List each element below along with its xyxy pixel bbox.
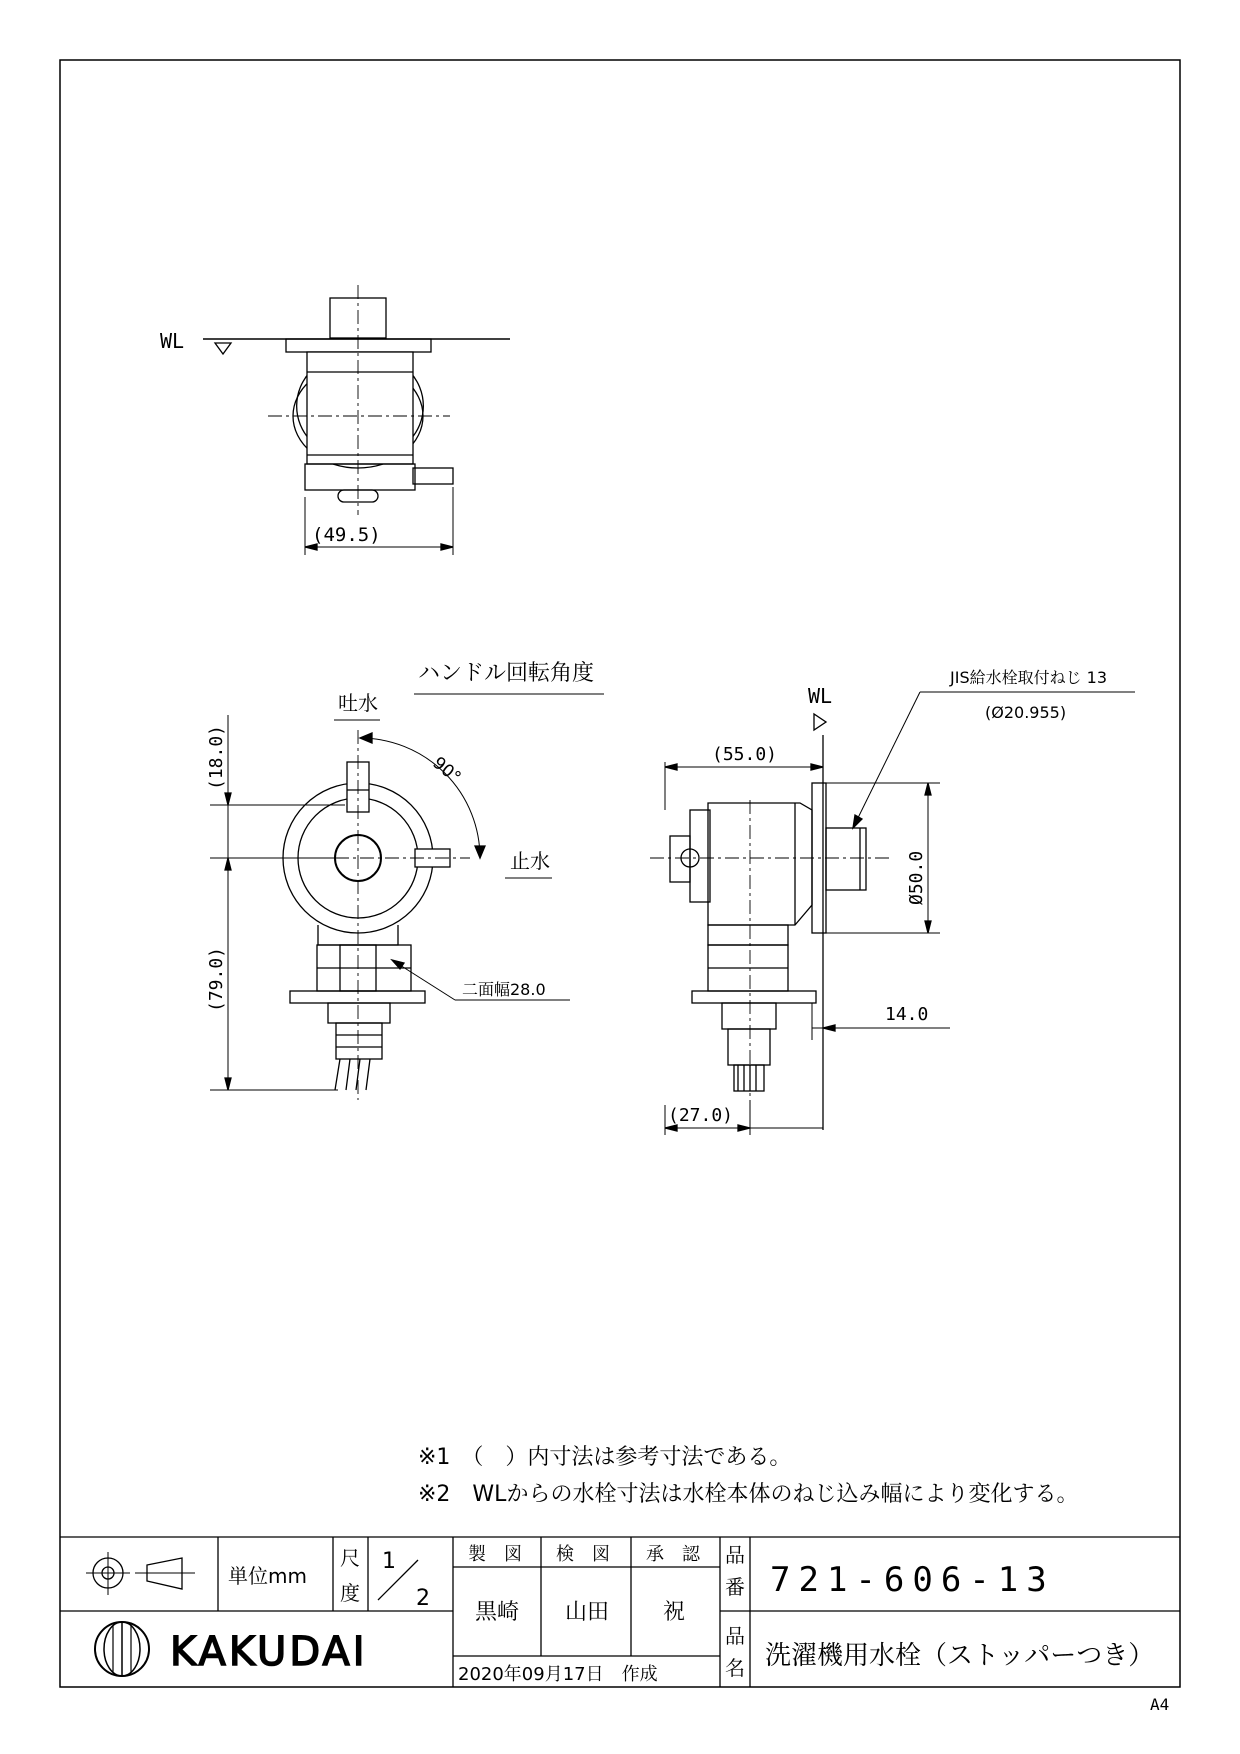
front-flange bbox=[290, 991, 425, 1003]
top-width-dim: (49.5) bbox=[312, 524, 381, 546]
header-drafter: 製 図 bbox=[468, 1544, 522, 1565]
header-approver: 承 認 bbox=[646, 1544, 700, 1565]
scale-denominator: 2 bbox=[416, 1586, 430, 1611]
part-no-label-1: 品 bbox=[725, 1543, 745, 1567]
side-view bbox=[650, 668, 1135, 1135]
company-name: KAKUDAI bbox=[170, 1629, 368, 1675]
side-body bbox=[708, 803, 812, 925]
header-checker: 検 図 bbox=[556, 1544, 610, 1565]
stop-label: 止水 bbox=[510, 849, 550, 873]
part-no-label-2: 番 bbox=[725, 1575, 745, 1599]
top-flange bbox=[286, 339, 431, 352]
dim-lower: (79.0) bbox=[206, 946, 227, 1012]
signature-approver: 祝 bbox=[663, 1600, 686, 1625]
scale-numerator: 1 bbox=[382, 1549, 396, 1574]
note-1: ※1 （ ）内寸法は参考寸法である。 bbox=[418, 1445, 792, 1470]
dim-depth: (55.0) bbox=[712, 744, 778, 765]
part-number: 721-606-13 bbox=[770, 1560, 1055, 1600]
dim-flange: Ø50.0 bbox=[906, 850, 927, 905]
part-name: 洗濯機用水栓（ストッパーつき） bbox=[765, 1641, 1155, 1671]
side-knob bbox=[690, 810, 710, 902]
front-view bbox=[206, 661, 604, 1100]
part-name-label-1: 品 bbox=[725, 1624, 745, 1648]
angle-label: 90° bbox=[428, 753, 465, 788]
hex-width-label: 二面幅28.0 bbox=[462, 980, 546, 999]
scale-label-2: 度 bbox=[340, 1581, 360, 1605]
top-view bbox=[160, 285, 510, 555]
top-wl-label: WL bbox=[160, 329, 185, 353]
top-wl-marker bbox=[215, 343, 231, 354]
signature-checker: 山田 bbox=[565, 1600, 610, 1625]
thread-spec-label: JIS給水栓取付ねじ 13 bbox=[950, 668, 1108, 687]
dim-offset: 14.0 bbox=[885, 1004, 929, 1025]
spout-label: 吐水 bbox=[338, 691, 378, 715]
side-wl-label: WL bbox=[808, 684, 833, 708]
top-body bbox=[307, 352, 413, 464]
dim-bottom: (27.0) bbox=[668, 1105, 734, 1126]
created-date: 2020年09月17日 作成 bbox=[458, 1664, 658, 1685]
top-lever bbox=[413, 468, 453, 484]
part-name-label-2: 名 bbox=[725, 1656, 745, 1680]
kakudai-logo bbox=[95, 1622, 368, 1676]
side-wl-marker bbox=[814, 714, 826, 730]
handle-angle-title: ハンドル回転角度 bbox=[418, 661, 595, 686]
scale-label-1: 尺 bbox=[340, 1546, 360, 1570]
signature-drafter: 黒崎 bbox=[475, 1600, 520, 1625]
dim-upper: (18.0) bbox=[206, 724, 227, 790]
projection-symbol-icon bbox=[86, 1552, 195, 1595]
note-2: ※2 WLからの水栓寸法は水栓本体のねじ込み幅により変化する。 bbox=[418, 1482, 1079, 1507]
paper-size: A4 bbox=[1150, 1695, 1170, 1714]
unit-label: 単位mm bbox=[228, 1564, 307, 1588]
angle-arc bbox=[360, 738, 480, 858]
thread-diameter-label: (Ø20.955) bbox=[985, 703, 1067, 722]
